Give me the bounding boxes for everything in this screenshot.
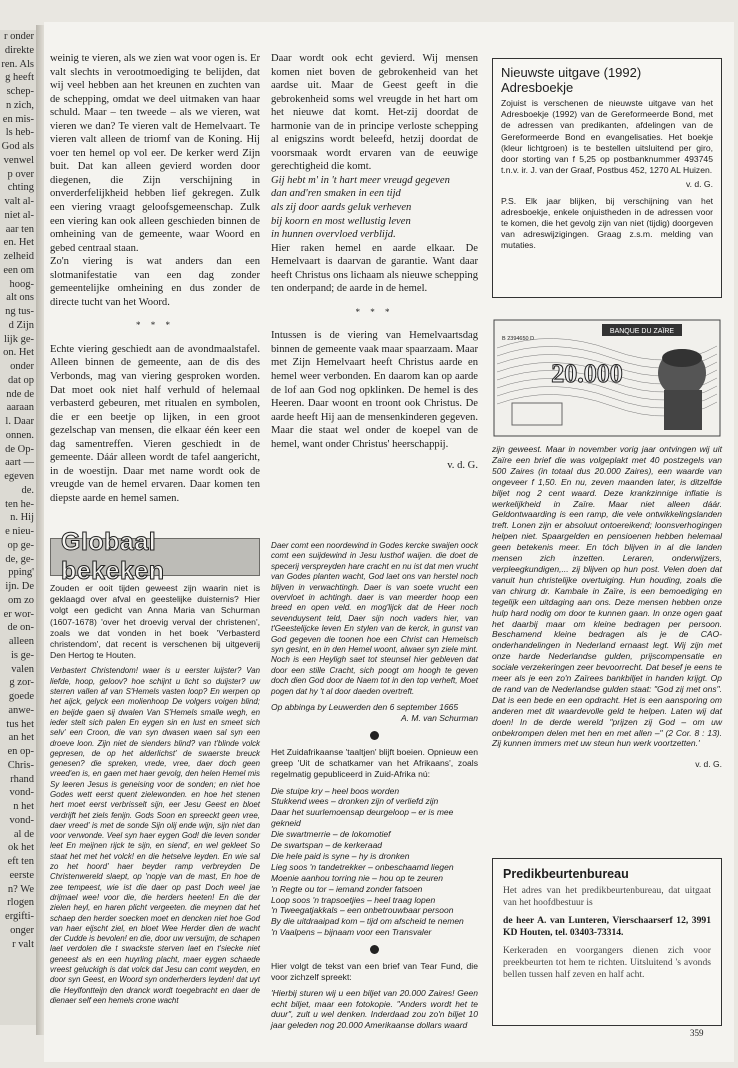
gutter-line: ok het <box>8 842 34 854</box>
schurman-poem-part-1: Verbastert Christendom! waer is u eerster luijster? Van liefde, hoop, geloov? hoe schijnt u licht so duijster? uw sterren vallen af van S'Hemels vasten loop? En werpen op het aijck, gelyck een molienhoop De volgers voigen blind; en beijde gaen sij dwalen Van S'Hemels smalle wegh, en ieder stelt sich palen En eygen sin en lust en smeet sich selv' een Croon, die van syn dwasen waen sal syn een droeve loon. Zijn niet de sienders blind? van t'blinde volck gepresen, de op het alderlichst' de swaerste breuck genesen? die spreken, vrede, vree, daer doch geen vreed'en is, en gaen met haer gevolg, den helen Hemel mis Sy leeren Jesus is geneising voor de sonden; en niet hoe Godes wett eerst quent zielewonden. en hoe het stenen hert moet eerst verbrisselt sijn, eer Jesu Geest en bloet verdrijft het ziels fenijn. Gods Soon en spreeckt geen vree, daer vreed' is met de sonde Sijn olij ende wijn, sijn niet dan voor verwonde. Veel syn haer eygen God! die leven sonder leet En meijnen rijck te sijn, en siend', en wel gekleet So staat het met het volck! en die hetselve leyden. En wie sal zo het hoord' haer beyder ramp verbreyden De Christenwereld slaept, op 'nopje van de mast, En hoe de zee tempeest, wie ist die daer op past Doch weel jae drijmael wee! voor die, die herders heeten! En die der zielen heyl, en haren plicht vergeeten. die meynen dat het schaep den herder soecken moet en dencken niet hoe God van haer eijscht ziel, en bloet Wee Herder dien de wacht der Cudde is bevolen! en die, door uw versuijm, de schapen laet verdolen die t swackste sterven laet en t'siecke niet geneest als en een huyrling placht, maer eygen schaede vreest geluckigh is dat volck dat Jesu can comt weyden, en door syn Geest, en Woord syn onderherders leyden! dat uyt die Heylfontteijn den dranck wordt toegebracht en daer de dienaer self een hemels crone wacht <box>50 666 260 1005</box>
phrase-item: 'n Regte ou tor – iemand zonder fatsoen <box>271 883 423 894</box>
phrase-item: Die swartmerrie – de lokomotief <box>271 829 391 840</box>
col2-paragraph-1: Daar wordt ook echt gevierd. Wij mensen komen niet boven de gebrokenheid van het aardse uit. Maar de Geest geeft in die gebrokenheid soms wel vreugde in het hart om het nieuwe dat komt. Het-zij doordat de harmonie van de in principe verloste schepping al enigszins wordt beleefd, hetzij doordat de voorsmaak wordt ervaren van de eeuwige gerechtigheid die komt. <box>271 53 478 173</box>
gutter-line: is ge- <box>10 649 34 661</box>
hymn-line: dan and'ren smaken in een tijd <box>271 188 401 200</box>
gutter-line: niet al- <box>4 209 34 221</box>
gutter-line: ten he- <box>5 498 34 510</box>
gutter-line: alleen <box>8 636 34 647</box>
gutter-line: al de <box>13 828 34 840</box>
section-divider: * * * <box>136 320 174 331</box>
poem-author: A. M. van Schurman <box>400 713 478 723</box>
banknote-value: 20.000 <box>551 359 623 388</box>
zaire-banknote-image <box>492 318 722 438</box>
gutter-line: zelheid <box>3 251 34 262</box>
hymn-line: als zij door aards geluk verheven <box>271 202 412 214</box>
globaal-intro: Zouden er ooit tijden geweest zijn waarin niet is geklaagd over afval en geestelijke duisternis? Hier volgt een gedicht van Anna Maria van Schurman (1607-1678) 'over het droevig verval der christenen', zoals we dat vonden in het boek 'Verbasterd christendom', dat recent is verschenen bij uitgeverij Den Hertog te Houten. <box>50 583 260 661</box>
gutter-line: rlogen <box>7 897 34 909</box>
adresboekje-title: Nieuwste uitgave (1992) Adresboekje <box>501 65 642 95</box>
hymn-quote <box>271 174 478 242</box>
section-divider: * * * <box>355 306 394 317</box>
gutter-line: ng tus- <box>5 306 34 317</box>
phrase-item: Loop soos 'n trapsoetjies – heel traag lopen <box>271 894 436 905</box>
gutter-line: aaraan <box>6 402 34 414</box>
gutter-line: er wor- <box>3 608 34 620</box>
gutter-line: lijk ge- <box>3 333 34 345</box>
gutter-line: n? We <box>7 883 34 895</box>
gutter-line: e nieu- <box>5 526 34 537</box>
phrase-item: Lieg soos 'n tandetrekker – onbeschaamd liegen <box>271 861 454 872</box>
gutter-line: de, ge- <box>5 553 34 565</box>
previous-page-gutter <box>0 30 36 1025</box>
gutter-line: n het <box>13 801 34 812</box>
gutter-line: hoog- <box>9 278 34 290</box>
gutter-line: l. Daar <box>5 416 34 427</box>
gutter-line: ls heb- <box>5 127 34 139</box>
gutter-line: en op- <box>7 746 34 757</box>
gutter-line: eft ten <box>7 856 34 867</box>
hymn-line: in hunnen overvloed verblijd. <box>271 229 396 241</box>
gutter-line: p over <box>7 168 34 180</box>
phrase-item: Daar het suurlemoensap deurgeloop – er is mee gekneid <box>271 807 454 829</box>
gutter-line: nde de <box>6 388 34 400</box>
gutter-line: r onder <box>3 31 34 42</box>
gutter-line: alt ons <box>6 292 34 304</box>
gutter-line: op ge- <box>7 539 34 551</box>
gutter-line: vond- <box>9 787 34 799</box>
schurman-poem-part-2: Daer comt een noordewind in Godes kercke swaijen oock comt een suijdewind in Jesu lusthof waijen. die doet de specerij verspreyden hare cracht en nu ist dat men vrucht van Godes planten wacht, God laet ons van herstel noch blijven in verwachtingh. Daer is van soete vrucht een overvloet in achtingh. daer is van meerder hoop een breed en open veld. en mog'lijck dat de Heer noch sevenduysent teld, Daer sijn noch vaders hier, van t'Geestelijcke leven En stylen van de kerck, in gunst van God gegeven die toonen hoe een Christ can Hemelsch syn gesint, en in den Hemel woont, alwaer syn ziele mint. Noch is een Heyligh saet tot steunsel hier gebleven dat door een stille Cracht, sich poogt om hoogh te geven doch dien God door de Naem tot in den top verheft, Moet pogen dat hy 't al door daeden overtreft. <box>271 541 478 696</box>
phrase-item: 'n Vaalpens – bijnaam voor een Transvaler <box>271 927 432 938</box>
tear-fund-letter: 'Hierbij sturen wij u een biljet van 20.000 Zaires! Geen echt biljet, maar een fotokopie. "Anders wordt het te duur", zult u wel denken. Inderdaad zou zo'n biljet 10 jaar geleden nog 20.000 Amerikaanse dollars waard <box>271 987 478 1031</box>
gutter-line: aar ten <box>5 223 34 235</box>
globaal-bekeken-banner <box>50 528 260 585</box>
phrase-item: Moenie aanhou torring nie – hou op te zeuren <box>271 872 444 883</box>
gutter-line: schep- <box>6 86 34 97</box>
phrase-item: 'n Tweegatjakkals – een onbetrouwbaar persoon <box>271 905 454 916</box>
afrikaans-phrase-list <box>271 786 478 939</box>
banknote-serial: B 2394650 D <box>502 336 535 342</box>
gutter-line: pping' <box>8 567 34 579</box>
gutter-line: g heeft <box>5 72 34 84</box>
adresboekje-ps: P.S. Elk jaar blijken, bij verschijning van het adresboekje, enkele onjuistheden in de adressen voor te komen, die het gevolg zijn van niet (tijdig) doorgeven van adreswijzigingen. Graag z.s.m. melding van mutaties. <box>501 195 713 251</box>
gutter-line: egeven <box>4 471 34 482</box>
gutter-line: d Zijn <box>8 319 34 331</box>
predikbeurtenbureau-box <box>492 858 722 1026</box>
gutter-line: valt al- <box>4 196 34 207</box>
adresboekje-body: Zojuist is verschenen de nieuwste uitgave van het Adresboekje (1992) van de Gereformeerde Bond, met de adressen van predikanten, afdelingen van de Gereformeerde Bond en evangelisaties. Het boekje (kleur lichtgroen) is te bestellen uitsluitend per giro, door storting van f 5,25 op postbanknummer 493745 t.n.v. ir. J. van der Graaf, Postbus 452, 1270 AL Huizen. <box>501 98 713 176</box>
gutter-line: dat op <box>8 374 34 386</box>
gutter-line: aart — <box>5 457 34 469</box>
gutter-line: onnen. <box>5 429 34 441</box>
hymn-line: bij koorn en most wellustig leven <box>271 215 411 227</box>
gutter-line: rhand <box>10 773 34 785</box>
gutter-line: an het <box>8 732 34 744</box>
gutter-line: de on- <box>7 622 34 634</box>
gutter-line: n zich, <box>6 99 34 111</box>
gutter-line: r valt <box>12 938 34 950</box>
page-number: 359 <box>690 1028 704 1038</box>
gutter-line: on. Het <box>3 347 34 359</box>
gutter-line: vond- <box>9 814 34 826</box>
gutter-line: tus het <box>6 718 34 730</box>
adresboekje-box <box>492 58 722 298</box>
gutter-line: ijn. De <box>5 581 34 592</box>
gutter-line: valen <box>11 663 34 675</box>
zaire-letter-text: zijn geweest. Maar in november vorig jaar ontvingen wij uit Zaïre een brief die was volgeplakt met 40 postzegels van 500 Zaires (in totaal dus 20.000 Zaires), een waarde van ongeveer f 1,50. En nu, zeven maanden later, is ditzelfde biljet nog 2 cent waard. Deze krankzinnige inflatie is werkelijkheid in Zaïre. Maar niet alleen dáár. Geldontwaarding is een ramp, die vele ontwikkelingslanden treft. Lonen zijn er absoluut ontoereikend; loonsverhogingen helpen niet. Spaargelden en pensioenen hebben helemaal geen betekenis meer. En tóch blijven in al die landen mensen zich inzetten. Leraren, onderwijzers, verpleegkundigen,... zij blijven op hun post. Velen doen dat vanuit hun christelijke overtuiging. Hun houding, zoals die van chirurg dr. Kambale in Zaïre, is een bemoediging en tegelijk een uitdaging aan ons. Deze mensen hebben onze hulp hard nodig om door te kunnen gaan. In onze ogen gaat het daarbij maar om kleine bedragen per persoon. Beschamend kleine bedragen als je de CAO-onderhandelingen in Nederland ernaast legt. Wij zijn met onze harde Nederlandse gulden, prijscompensatie en sociale verzekeringen zeer bevoorrecht. Dat besef je eens te meer als je een zo'n Zaïrees bankbiljet in handen krijgt. Op de rand van de Nederlandse gulden staat: "God zij met ons". Dat is een bede en een opdracht. Het is een aansporing om anderen met dit waardevolle geld te helpen. Laten wij dat doen! In de derde wereld "prijzen zij God – om uw onbekrompen delen met hen en met allen –" (2 Cor. 8 : 13). Zij kunnen immers met uw steun hun werk voortzetten.' <box>492 444 722 749</box>
gutter-line: God als <box>1 141 34 152</box>
column-2-article <box>271 52 478 473</box>
gutter-line: onder <box>10 361 34 372</box>
gutter-line: en mis- <box>2 113 34 125</box>
gutter-line: venwel <box>3 154 34 166</box>
gutter-line: anwe- <box>8 704 34 716</box>
gutter-line: ren. Als <box>1 58 34 70</box>
gutter-line: de. <box>21 484 34 496</box>
gutter-line: n. Hij <box>10 512 34 524</box>
section-title: Globaal bekeken <box>61 528 165 585</box>
col1-paragraph-3: Echte viering geschiedt aan de avondmaalstafel. Alleen binnen de gemeente, aan de dis des Verbonds, mag van viering gesproken worden. Dat moet ook niet half verhuld of helemaal verbasterd gebeuren, met ritualen en symbolen, die er een beetje op lijken, in een groot gezelschap van mensen, die elkaar één keer een dag samentreffen. Vieren geschiedt in de gemeente. Dáár alleen wordt de tafel aangericht, in de woestijn. Daar met name wordt ook de vreugde van de hemel ervaren. Daar komen ten diepste aarde en hemel samen. <box>50 343 260 504</box>
zaire-signature: v. d. G. <box>695 759 722 770</box>
globaal-column-1 <box>50 583 260 1006</box>
bullet-separator <box>370 945 379 954</box>
gutter-line: direkte <box>4 44 34 56</box>
gutter-line: onger <box>10 924 34 936</box>
poem-dateline: Op abbinga by Leuwerden den 6 september 1665 <box>271 702 459 713</box>
predikbeurtenbureau-note: Kerkeraden en voorgangers dienen zich voor preekbeurten tot hem te richten. Uitsluitend 's avonds bellen tussen half zeven en half acht. <box>503 945 711 980</box>
bullet-separator <box>370 731 379 740</box>
col2-paragraph-2: Hier raken hemel en aarde elkaar. De Hemelvaart is daarvan de garantie. Want daar heeft Christus ons lichaam als nieuwe schepping ten onderpand; de aarde in de hemel. <box>271 242 478 295</box>
tear-fund-intro: Hier volgt de tekst van een brief van Tear Fund, die voor zichzelf spreekt: <box>271 961 478 983</box>
col2-paragraph-3: Intussen is de viering van Hemelvaartsdag binnen de gemeente vaak maar spaarzaam. Maar met Zijn Hemelvaart heeft Christus aarde en hemel weer verbonden. En daarom kan op aarde de lof aan God nog opklinken. De hemel is des Heeren. Daar woont en troont ook Christus. De aarde heeft Hij aan de mensenkinderen gegeven. Maar die staat wel onder de koepel van de hemel, want onder Christus' heerschappij. <box>271 330 478 450</box>
gutter-line: de Op- <box>5 443 34 455</box>
gutter-line: g zor- <box>9 677 34 689</box>
author-signature: v. d. G. <box>447 460 478 472</box>
globaal-column-2 <box>271 541 478 1031</box>
gutter-line: Chris- <box>7 759 34 771</box>
zaire-letter-continuation <box>492 444 722 770</box>
gutter-line: chting <box>7 182 34 194</box>
phrase-item: Die stuipe kry – heel boos worden <box>271 785 400 796</box>
adresboekje-signature: v. d. G. <box>685 179 713 190</box>
afrikaans-intro: Het Zuidafrikaanse 'taaltjen' blijft boeien. Opnieuw een greep 'Uit de schatkamer van het Afrikaans', zoals regelmatig gepubliceerd in Zuid-Afrika nú: <box>271 746 478 780</box>
phrase-item: De swartspan – de kerkeraad <box>271 840 383 851</box>
gutter-line: goede <box>8 691 34 702</box>
phrase-item: Die hele paid is syne – hy is dronken <box>271 850 410 861</box>
phrase-item: Stukkend wees – dronken zijn of verliefd zijn <box>271 796 439 807</box>
phrase-item: By die uitdraaipad kom – tijd om afscheid te nemen <box>271 916 464 927</box>
col1-paragraph-2: Zo'n viering is wat anders dan een slotmanifestatie van een dag zonder gemeentelijke omheining en dus zonder de directe tucht van het Woord. <box>50 256 260 308</box>
gutter-line: om zo <box>8 594 34 606</box>
hymn-line: Gij hebt m' in 't hart meer vreugd gegeven <box>271 174 450 186</box>
banknote-bank-name: BANQUE DU ZAÏRE <box>609 328 675 335</box>
gutter-line: ergifti- <box>5 911 34 922</box>
banknote-illustration <box>492 318 722 438</box>
gutter-line: eerste <box>9 869 34 881</box>
gutter-line: en. Het <box>3 237 34 249</box>
col1-paragraph-1: weinig te vieren, als we zien wat voor ogen is. Er valt slechts in verootmoediging te belijden, dat wij veel hebben aan het kreunen en zuchten van de schepping, omdat we deel uitmaken van haar schuld. Maar – ten tweede – als we vieren, wat vieren we dan? Te vieren valt de Hemelvaart. Te vieren valt alleen de triomf van de Koning. Hij voer ten hemel op vol eer. De kerker werd Zijn buit. Dat kan alleen gevierd worden door diegenen, die Zijn verschijning in onverderfelijkheid hebben lief gekregen. Zulk een viering vraagt geloofsgemeenschap. Zulk een viering kan ook alleen geschieden binnen de omheining van de gemeente, waar Woord en gebed centraal staan. <box>50 53 260 254</box>
predikbeurtenbureau-address: de heer A. van Lunteren, Vierschaarserf 12, 3991 KD Houten, tel. 03403-73314. <box>503 915 711 938</box>
predikbeurtenbureau-body: Het adres van het predikbeurtenbureau, dat uitgaat van het hoofdbestuur is <box>503 885 711 908</box>
gutter-line: een om <box>3 264 34 276</box>
column-1-article <box>50 52 260 506</box>
predikbeurtenbureau-title: Predikbeurtenbureau <box>503 867 629 881</box>
